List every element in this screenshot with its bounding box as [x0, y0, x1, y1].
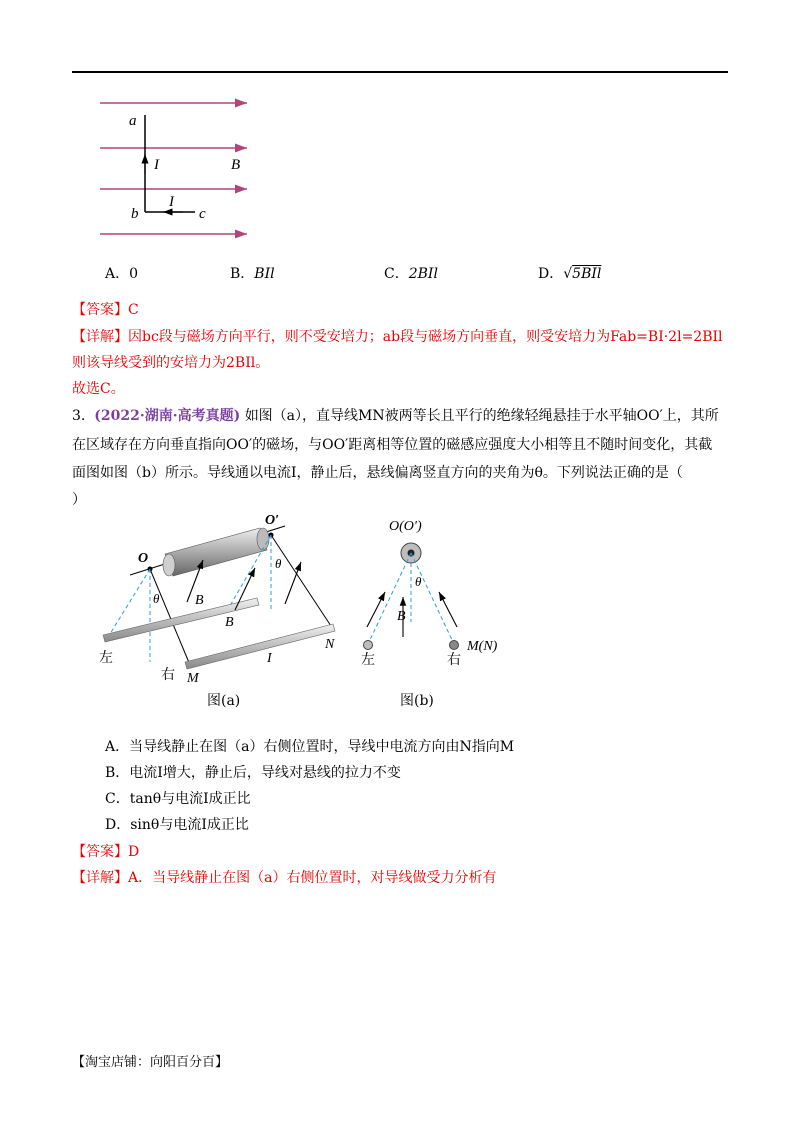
q2-answer: 【答案】C [72, 302, 139, 318]
label-M: M [187, 671, 199, 686]
q2-option-c[interactable]: C．2BIl [384, 266, 438, 282]
rod-left [103, 598, 259, 642]
footer-shop: 【淘宝店铺：向阳百分百】 [72, 1055, 229, 1070]
label-O: O [138, 551, 149, 566]
wire-right [450, 641, 459, 650]
axis-cylinder [163, 528, 269, 576]
string [271, 535, 331, 626]
q3-option-d[interactable]: D．sinθ与电流I成正比 [105, 817, 249, 833]
q2-detail-line3: 故选C。 [72, 381, 125, 397]
label-O-O-prime: O(O′) [389, 519, 422, 534]
q2-detail-line1: 【详解】因bc段与磁场方向平行，则不受安培力；ab段与磁场方向垂直，则受安培力为Fab=BI·2l=2BIl [72, 329, 723, 345]
label-right: 右 [447, 652, 461, 668]
q3-stem-line4: ） [72, 492, 86, 508]
label-a: a [129, 113, 137, 129]
label-I-ab: I [154, 157, 159, 173]
q2-option-a[interactable]: A．0 [105, 266, 139, 282]
q3-option-c[interactable]: C．tanθ与电流I成正比 [105, 791, 251, 807]
label-I-bc: I [169, 194, 174, 210]
field-arrow [367, 592, 385, 627]
label-left: 左 [99, 650, 113, 666]
label-theta: θ [415, 574, 422, 589]
q2-option-b[interactable]: B．BIl [230, 266, 275, 282]
label-theta: θ [153, 591, 160, 606]
string-dashed [369, 553, 411, 642]
q3-answer: 【答案】D [72, 844, 140, 860]
label-c: c [199, 206, 206, 222]
rod-right [185, 624, 335, 669]
header-rule [72, 71, 728, 73]
field-diagram [95, 92, 265, 242]
label-b: b [131, 206, 139, 222]
field-arrow [439, 592, 457, 627]
figure-b [355, 512, 515, 672]
q3-detail: 【详解】A．当导线静止在图（a）右侧位置时，对导线做受力分析有 [72, 870, 497, 886]
q2-option-d[interactable]: D．√5BIl [538, 266, 602, 282]
q3-stem-line1: 3. (2022·湖南·高考真题) 如图（a），直导线MN被两等长且平行的绝缘轻绳悬挂于水平轴OO′上，其所 [72, 408, 719, 424]
figure-a [95, 512, 355, 712]
q3-stem-line3: 面图如图（b）所示。导线通以电流I，静止后，悬线偏离竖直方向的夹角为θ。下列说法正确的是（ [72, 465, 683, 481]
label-O-prime: O′ [265, 513, 280, 528]
wire-left [364, 641, 373, 650]
label-right: 右 [161, 667, 175, 683]
q2-detail-line2: 则该导线受到的安培力为2BIl。 [72, 355, 270, 371]
label-B: B [195, 593, 204, 608]
q3-stem-line2: 在区域存在方向垂直指向OO′的磁场，与OO′距离相等位置的磁感应强度大小相等且不随时间变化，其截 [72, 437, 713, 453]
string-dashed [411, 553, 453, 642]
label-B: B [231, 157, 241, 173]
q3-option-b[interactable]: B．电流I增大，静止后，导线对悬线的拉力不变 [105, 765, 401, 781]
caption-figure-b: 图(b) [400, 693, 434, 709]
label-left: 左 [361, 652, 375, 668]
label-B: B [397, 609, 406, 624]
label-M-N: M(N) [467, 639, 498, 654]
label-N: N [325, 637, 335, 652]
caption-figure-a: 图(a) [207, 693, 241, 709]
label-theta: θ [275, 556, 282, 571]
label-B: B [225, 615, 234, 630]
label-I: I [267, 651, 272, 666]
q3-option-a[interactable]: A．当导线静止在图（a）右侧位置时，导线中电流方向由N指向M [105, 739, 515, 755]
